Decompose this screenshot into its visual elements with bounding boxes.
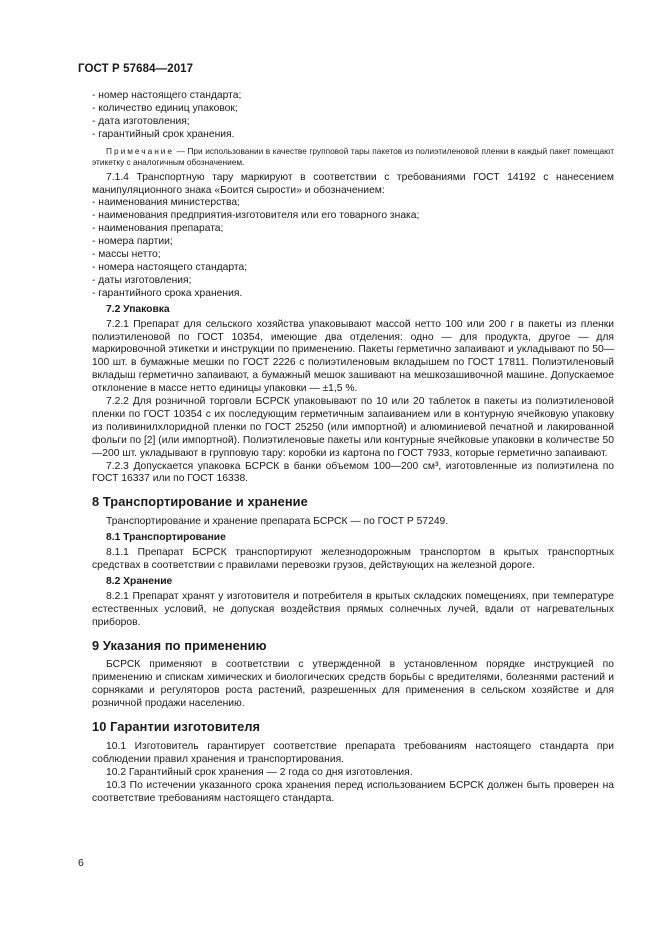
paragraph-7-1-4: 7.1.4 Транспортную тару маркируют в соответствии с требованиями ГОСТ 14192 с нанесением манипуляционного знака «Боится сырости» и обозначением:	[92, 171, 614, 196]
list-item: - наименования предприятия-изготовителя или его товарного знака;	[92, 210, 614, 223]
marking-list	[92, 90, 614, 142]
section-heading-10: 10 Гарантии изготовителя	[92, 719, 261, 735]
list-item: - даты изготовления;	[92, 275, 614, 288]
page-number: 6	[78, 857, 84, 869]
list-item: - номер настоящего стандарта;	[92, 90, 614, 103]
paragraph-10-2: 10.2 Гарантийный срок хранения — 2 года со дня изготовления.	[106, 766, 413, 778]
note-text: — При использовании в качестве групповой тары пакетов из полиэтиленовой пленки в каждый пакет помещают этикетку с аналогичным обозначением.	[92, 145, 614, 167]
paragraph-10-1: 10.1 Изготовитель гарантирует соответствие препарата требованиям настоящего стандарта при соблюдении правил хранения и транспортирования.	[92, 740, 614, 765]
list-item: - гарантийного срока хранения.	[92, 288, 614, 301]
standard-header: ГОСТ Р 57684—2017	[78, 63, 194, 75]
paragraph-10-3: 10.3 По истечении указанного срока хранения перед использованием БСРСК должен быть проверен на соответствие требованиям настоящего стандарта.	[92, 779, 614, 804]
subsection-heading-8-1: 8.1 Транспортирование	[106, 532, 226, 544]
list-item: - номера настоящего стандарта;	[92, 262, 614, 275]
page-content	[92, 90, 614, 806]
list-item: - количество единиц упаковок;	[92, 103, 614, 116]
transport-marking-list	[92, 197, 614, 300]
paragraph-7-2-3: 7.2.3 Допускается упаковка БСРСК в банки объемом 100—200 см³, изготовленные из полиэтилена по ГОСТ 16337 или по ГОСТ 16338.	[92, 460, 614, 485]
subsection-heading-7-2: 7.2 Упаковка	[106, 303, 170, 315]
subsection-heading-8-2: 8.2 Хранение	[106, 575, 173, 587]
list-item: - дата изготовления;	[92, 116, 614, 129]
list-item: - номера партии;	[92, 236, 614, 249]
section-9-text: БСРСК применяют в соответствии с утвержденной в установленном порядке инструкцией по применению и спискам химических и биологических средств борьбы с вредителями, болезнями растений и сорняками и регуляторов роста растений, разрешенных для применения в сельском хозяйстве и для розничной продажи населению.	[92, 659, 614, 710]
list-item: - наименования министерства;	[92, 197, 614, 210]
list-item: - наименования препарата;	[92, 223, 614, 236]
list-item: - массы нетто;	[92, 249, 614, 262]
paragraph-8-2-1: 8.2.1 Препарат хранят у изготовителя и потребителя в крытых складских помещениях, при температуре естественных условий, не допуская воздействия прямых солнечных лучей, вдали от нагревательных приборов.	[92, 590, 614, 628]
note-lead: Примечание	[106, 145, 175, 156]
section-heading-8: 8 Транспортирование и хранение	[92, 494, 308, 510]
paragraph-8-1-1: 8.1.1 Препарат БСРСК транспортируют железнодорожным транспортом в крытых транспортных средствах в соответствии с правилами перевозки грузов, действующих на железной дороге.	[92, 547, 614, 571]
paragraph-7-2-1: 7.2.1 Препарат для сельского хозяйства упаковывают массой нетто 100 или 200 г в пакеты из пленки полиэтиленовой по ГОСТ 10354, имеющие два отделения: одно — для продукта, другое — для маркировочной этикетки и инструкции по применению. Пакеты герметично запаивают и укладывают по 50—100 шт. в бумажные мешки по ГОСТ 2226 с полиэтиленовым вкладышем по ГОСТ 17811. Полиэтиленовый вкладыш герметично запаивают, а бумажный мешок зашивают на мешкозашивочной машине. Допускаемое отклонение в массе нетто единицы упаковки — ±1,5 %.	[92, 318, 614, 395]
note	[92, 146, 614, 168]
list-item: - гарантийный срок хранения.	[92, 129, 614, 142]
paragraph-7-2-2: 7.2.2 Для розничной торговли БСРСК упаковывают по 10 или 20 таблеток в пакеты из полиэтиленовой пленки по ГОСТ 10354 с их последующим герметичным запаиванием или в контурную ячейковую упаковку из поливинилхлоридной пленки по ГОСТ 25250 (или импортной) и алюминиевой печатной и лакированной фольги по [2] (или импортной). Полиэтиленовые пакеты или контурные ячейковые упаковки в количестве 50—200 шт. укладывают в групповую тару: коробки из картона по ГОСТ 7933, которые герметично запаивают.	[92, 396, 614, 459]
section-heading-9: 9 Указания по применению	[92, 637, 267, 653]
section-8-intro: Транспортирование и хранение препарата БСРСК — по ГОСТ Р 57249.	[106, 516, 449, 528]
